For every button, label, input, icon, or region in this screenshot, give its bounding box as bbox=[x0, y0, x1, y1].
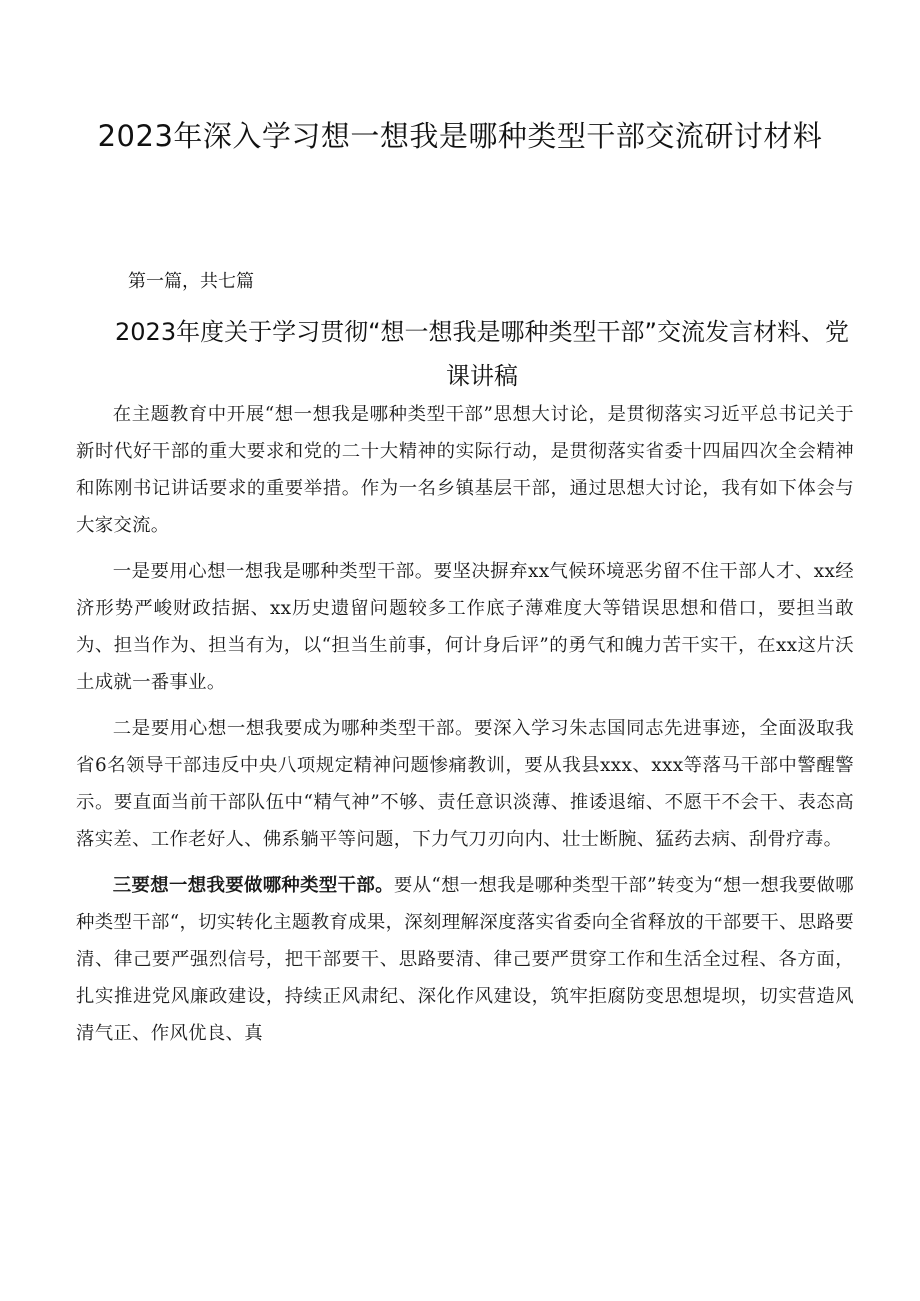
paragraph-point-three-text: 要从“想一想我是哪种类型干部”转变为“想一想我要做哪种类型干部“，切实转化主题教育成果，深刻理解深度落实省委向全省释放的干部要干、思路要清、律己要严强烈信号，把干部要干、思路要清、律己要严贯穿工作和生活全过程、各方面，扎实推进党风廉政建设，持续正风肃纪、深化作风建设，筑牢拒腐防变思想堤坝，切实营造风清气正、作风优良、真 bbox=[76, 875, 854, 1044]
article-subtitle: 2023年度关于学习贯彻“想一想我是哪种类型干部”交流发言材料、党课讲稿 bbox=[115, 318, 849, 390]
section-label: 第一篇，共七篇 bbox=[128, 271, 254, 292]
paragraph-point-three bbox=[76, 867, 854, 1052]
document-title: 2023年深入学习想一想我是哪种类型干部交流研讨材料 bbox=[97, 119, 823, 153]
document-body bbox=[76, 396, 854, 1061]
paragraph-point-one: 一是要用心想一想我是哪种类型干部。要坚决摒弃xx气候环境恶劣留不住干部人才、xx经济形势严峻财政拮据、xx历史遗留问题较多工作底子薄难度大等错误思想和借口，要担当敢为、担当作为、担当有为，以“担当生前事，何计身后评”的勇气和魄力苦干实干，在xx这片沃土成就一番事业。 bbox=[76, 561, 854, 693]
paragraph-intro: 在主题教育中开展“想一想我是哪种类型干部”思想大讨论，是贯彻落实习近平总书记关于新时代好干部的重大要求和党的二十大精神的实际行动，是贯彻落实省委十四届四次全会精神和陈刚书记讲话要求的重要举措。作为一名乡镇基层干部，通过思想大讨论，我有如下体会与大家交流。 bbox=[76, 404, 854, 536]
paragraph-point-three-lead: 三要想一想我要做哪种类型干部。 bbox=[112, 875, 394, 896]
paragraph-point-two: 二是要用心想一想我要成为哪种类型干部。要深入学习朱志国同志先进事迹，全面汲取我省6名领导干部违反中央八项规定精神问题惨痛教训，要从我县xxx、xxx等落马干部中警醒警示。要直面当前干部队伍中“精气神”不够、责任意识淡薄、推诿退缩、不愿干不会干、表态高落实差、工作老好人、佛系躺平等问题，下力气刀刃向内、壮士断腕、猛药去病、刮骨疗毒。 bbox=[76, 718, 854, 850]
